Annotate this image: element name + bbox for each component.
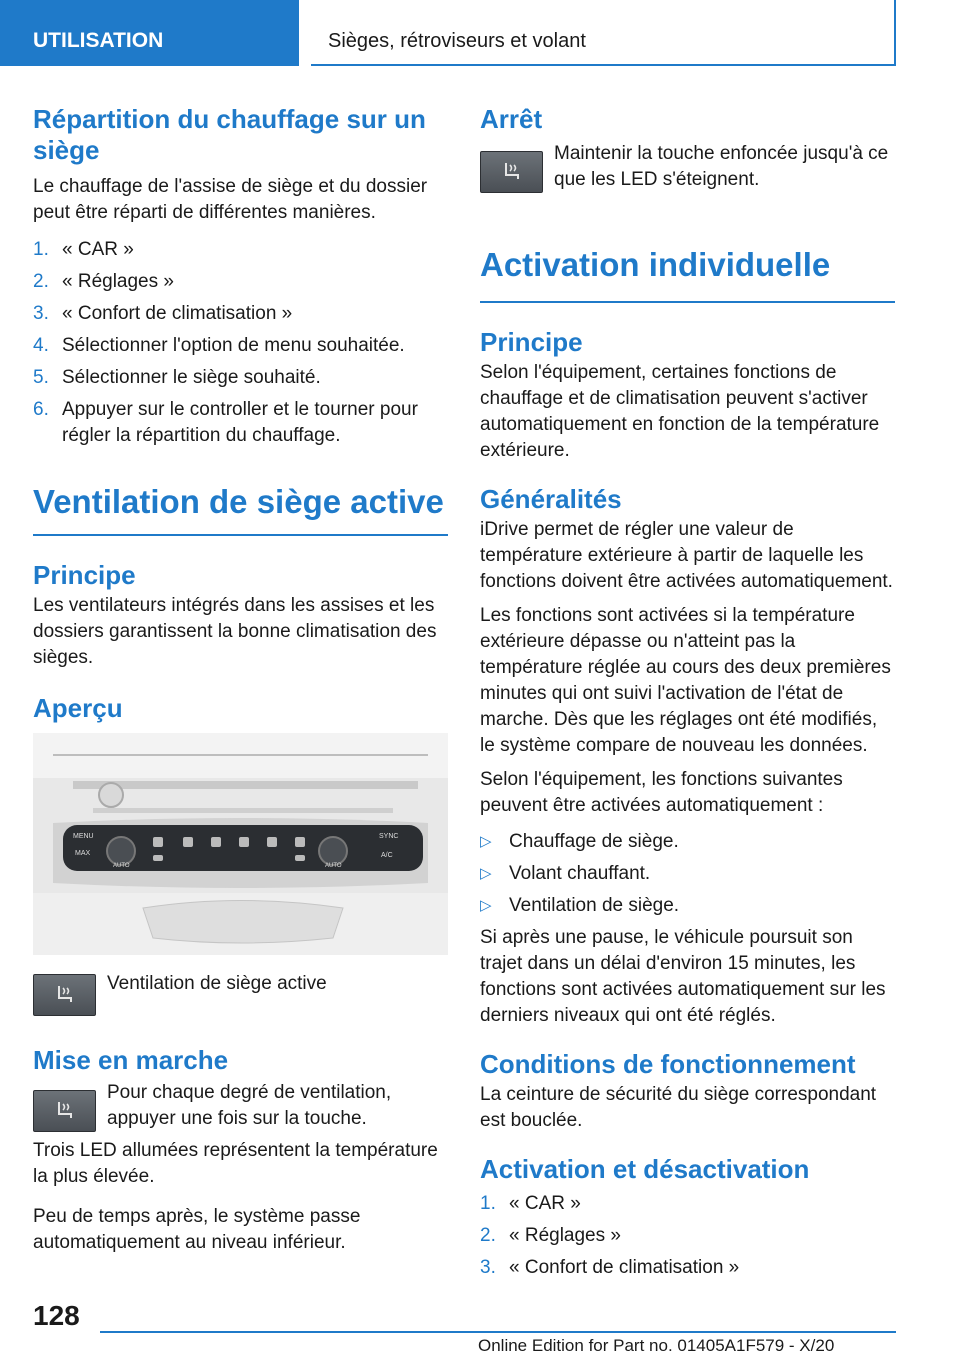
principe-text: Les ventilateurs intégrés dans les assises et les dossiers garantissent la bonne climatisation des sièges. — [33, 595, 437, 668]
list-item: ▷ Chauffage de siège. — [480, 829, 895, 855]
arret-text: Maintenir la touche enfoncée jusqu'à ce que les LED s'éteignent. — [554, 143, 889, 190]
activation-title: Activation individuelle — [480, 246, 831, 283]
repartition-steps — [33, 237, 448, 449]
principe-title: Principe — [33, 560, 136, 590]
edition-text: Online Edition for Part no. 01405A1F579 - X/20 — [478, 1336, 835, 1355]
list-item: 3. « Confort de climatisation » — [33, 303, 293, 324]
activation-section — [480, 245, 895, 1287]
apercu-title: Aperçu — [33, 693, 123, 723]
principe-text: Selon l'équipement, certaines fonctions de chauffage et de climatisation peuvent s'activer automatiquement en fonction de la température extérieure. — [480, 362, 880, 461]
triangle-bullet-icon: ▷ — [480, 833, 492, 850]
marche-text-2: Peu de temps après, le système passe automatiquement au niveau inférieur. — [33, 1206, 361, 1253]
marche-text-1: Trois LED allumées représentent la température la plus élevée. — [33, 1140, 438, 1187]
conditions-title: Conditions de fonctionnement — [480, 1049, 856, 1079]
marche-icon-text: Pour chaque degré de ventilation, appuyer une fois sur la touche. — [107, 1082, 392, 1129]
panel-label-max: MAX — [75, 850, 91, 857]
list-item: 1. « CAR » — [480, 1193, 581, 1214]
list-item: 1. « CAR » — [33, 239, 134, 260]
arret-section — [480, 104, 895, 197]
ventilation-section — [33, 482, 448, 724]
list-item: 4. Sélectionner l'option de menu souhaitée. — [33, 335, 405, 356]
seat-ventilation-button-icon — [33, 1090, 96, 1132]
mise-en-marche-title: Mise en marche — [33, 1045, 229, 1075]
panel-label-menu: MENU — [73, 833, 94, 840]
divider — [33, 534, 448, 536]
repartition-intro: Le chauffage de l'assise de siège et du dossier peut être réparti de différentes manières. — [33, 176, 428, 223]
auto-functions-list — [480, 829, 895, 919]
seat-ventilation-button-icon — [33, 974, 96, 1016]
list-item: 3. « Confort de climatisation » — [480, 1257, 740, 1278]
generalites-text-3: Selon l'équipement, les fonctions suivantes peuvent être activées automatiquement : — [480, 769, 843, 816]
footer-divider — [100, 1331, 896, 1333]
panel-label-ac: A/C — [381, 852, 393, 859]
list-item: ▷ Volant chauffant. — [480, 861, 895, 887]
list-item: 2. « Réglages » — [33, 271, 174, 292]
principe-title: Principe — [480, 327, 583, 357]
activation-desactivation-title: Activation et désactivation — [480, 1154, 810, 1184]
list-item: 6. Appuyer sur le controller et le tourner pour régler la répartition du chauffage. — [33, 399, 418, 446]
chapter-header — [311, 0, 896, 66]
generalites-text-4: Si après une pause, le véhicule poursuit son trajet dans un délai d'environ 15 minutes, les fonctions sont activées automatiquement sur les derniers niveaux qui ont été réglés. — [480, 927, 886, 1026]
activation-steps — [480, 1191, 895, 1281]
generalites-text-2: Les fonctions sont activées si la température extérieure dépasse ou n'atteint pas la température réglée au cours des deux premières minutes qui ont suivi l'activation de l'état de marche. Dès que les réglages ont été modifiés, le système compare de nouveau les données. — [480, 605, 891, 756]
arret-title: Arrêt — [480, 104, 543, 134]
list-item: 5. Sélectionner le siège souhaité. — [33, 367, 321, 388]
climate-panel-illustration — [33, 733, 448, 955]
list-item: 2. « Réglages » — [480, 1225, 621, 1246]
ventilation-title: Ventilation de siège active — [33, 483, 444, 520]
panel-label-auto-left: AUTO — [113, 863, 130, 869]
divider — [480, 301, 895, 303]
page-number: 128 — [33, 1300, 80, 1331]
triangle-bullet-icon: ▷ — [480, 865, 492, 882]
panel-label-sync: SYNC — [379, 833, 399, 840]
generalites-text-1: iDrive permet de régler une valeur de température extérieure à partir de laquelle les fonctions doivent être activées automatiquement. — [480, 519, 893, 592]
panel-label-auto-right: AUTO — [325, 863, 342, 869]
repartition-section — [33, 104, 448, 455]
seat-ventilation-button-icon — [480, 151, 543, 193]
generalites-title: Généralités — [480, 484, 622, 514]
triangle-bullet-icon: ▷ — [480, 897, 492, 914]
mise-en-marche-section — [33, 1045, 448, 1256]
climate-panel-photo — [33, 733, 448, 955]
icon-caption: Ventilation de siège active — [107, 973, 327, 994]
repartition-title: Répartition du chauffage sur un siège — [33, 104, 426, 165]
chapter-title: Sièges, rétroviseurs et volant — [328, 30, 586, 52]
section-title: UTILISATION — [33, 29, 164, 52]
list-item: ▷ Ventilation de siège. — [480, 893, 895, 919]
conditions-text: La ceinture de sécurité du siège correspondant est bouclée. — [480, 1084, 877, 1131]
section-tab — [0, 0, 299, 66]
